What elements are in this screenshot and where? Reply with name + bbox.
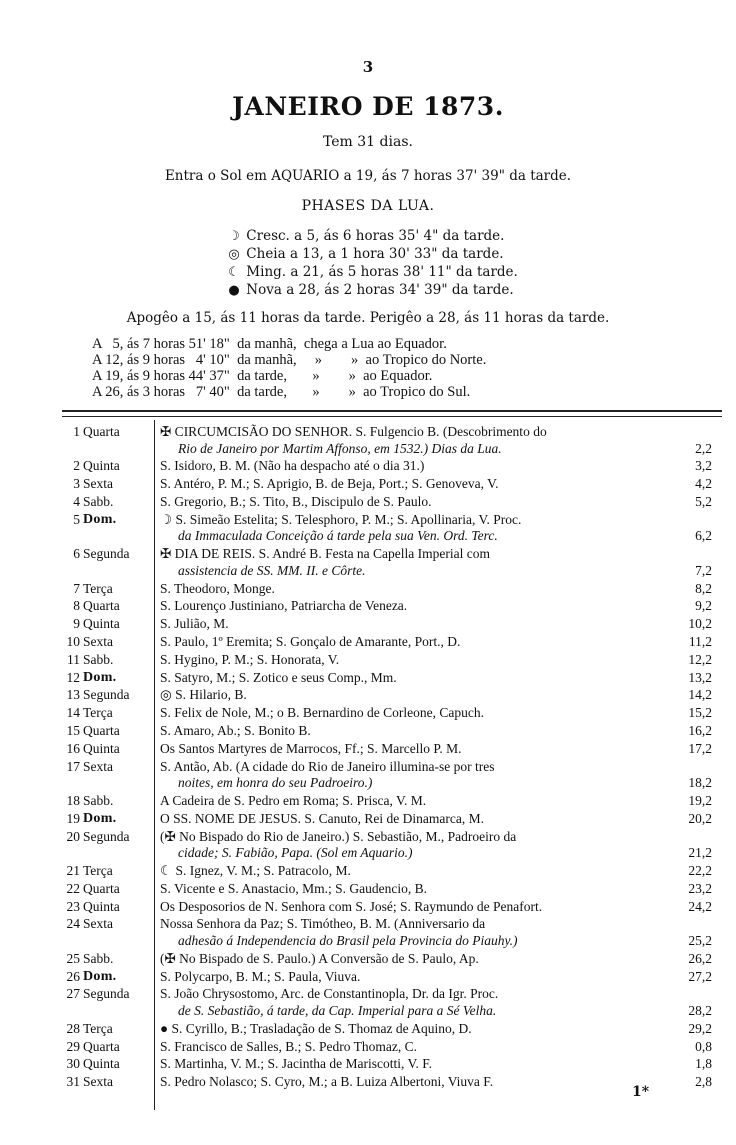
moon-phase-text: Cheia a 13, a 1 hora 30' 33" da tarde.: [246, 246, 504, 262]
weekday: Dom.: [83, 669, 117, 685]
moon-day-value: 27,2: [688, 968, 712, 984]
signature-mark: 1*: [632, 1084, 650, 1100]
saint-text: S. Antão, Ab. (A cidade do Rio de Janeiro illumina-se por tres: [160, 758, 495, 774]
weekday: Quarta: [83, 1038, 120, 1054]
saint-text: S. Francisco de Salles, B.; S. Pedro Thomaz, C.: [160, 1038, 417, 1054]
moon-day-value: 9,2: [695, 598, 712, 614]
moon-phase-text: Ming. a 21, ás 5 horas 38' 11" da tarde.: [246, 264, 518, 280]
day-number: 21: [66, 863, 80, 878]
saint-text-continuation: adhesão á Independencia do Brasil pela Provincia do Piauhy.): [178, 932, 518, 948]
weekday: Quarta: [83, 424, 120, 439]
page-number: 3: [362, 58, 374, 76]
saint-text: A Cadeira de S. Pedro em Roma; S. Prisca, V. M.: [160, 793, 427, 808]
weekday: Segunda: [83, 986, 130, 1002]
day-number: 7: [73, 580, 80, 596]
saint-text: Os Santos Martyres de Marrocos, Ff.; S. Marcello P. M.: [160, 740, 462, 756]
saint-text: S. Theodoro, Monge.: [160, 580, 275, 596]
saint-text: ✠ CIRCUMCISÃO DO SENHOR. S. Fulgencio B. (Descobrimento do: [160, 424, 547, 439]
moon-full-icon: ◎: [228, 247, 240, 262]
moon-day-value: 3,2: [695, 458, 712, 474]
day-number: 2: [73, 458, 80, 474]
equator-line: A 26, ás 3 horas 7' 40" da tarde, » » ao Tropico do Sul.: [92, 384, 471, 400]
weekday: Sexta: [83, 476, 113, 492]
day-number: 16: [66, 740, 80, 756]
weekday: Dom.: [83, 511, 117, 527]
saint-text-continuation: assistencia de SS. MM. II. e Côrte.: [178, 562, 366, 578]
moon-day-value: 7,2: [695, 562, 712, 578]
saint-text: S. Pedro Nolasco; S. Cyro, M.; a B. Luiza Albertoni, Viuva F.: [160, 1074, 494, 1090]
equator-line: A 12, ás 9 horas 4' 10" da manhã, » » ao Tropico do Norte.: [92, 352, 487, 368]
moon-day-value: 21,2: [688, 845, 712, 861]
saint-text: S. Paulo, 1º Eremita; S. Gonçalo de Amarante, Port., D.: [160, 634, 461, 649]
equator-line: A 5, ás 7 horas 51' 18" da manhã, chega a Lua ao Equador.: [92, 336, 447, 352]
moon-phase-line: [226, 246, 504, 262]
saint-text: ☾ S. Ignez, V. M.; S. Patracolo, M.: [160, 863, 351, 878]
saint-text: S. Polycarpo, B. M.; S. Paula, Viuva.: [160, 968, 361, 984]
moon-day-value: 5,2: [695, 494, 712, 509]
moon-day-value: 12,2: [688, 651, 712, 667]
moon-day-value: 29,2: [688, 1020, 712, 1036]
day-number: 29: [66, 1038, 80, 1054]
table-top-rule: [62, 410, 722, 412]
day-number: 13: [66, 687, 80, 703]
moon-day-value: 26,2: [688, 950, 712, 966]
saint-text-continuation: noites, em honra do seu Padroeiro.): [178, 775, 373, 791]
moon-day-value: 15,2: [688, 705, 712, 721]
moon-day-value: 25,2: [688, 932, 712, 948]
day-number: 15: [66, 723, 80, 738]
moon-phase-line: [226, 282, 514, 298]
day-number: 12: [66, 669, 80, 685]
moon-phase-text: Cresc. a 5, ás 6 horas 35' 4" da tarde.: [246, 228, 505, 244]
saint-text: Os Desposorios de N. Senhora com S. José; S. Raymundo de Penafort.: [160, 898, 543, 914]
day-number: 27: [66, 986, 80, 1002]
day-number: 9: [73, 616, 80, 632]
weekday: Sabb.: [83, 950, 114, 966]
moon-day-value: 14,2: [688, 687, 712, 703]
saint-text: (✠ No Bispado do Rio de Janeiro.) S. Sebastião, M., Padroeiro da: [160, 828, 517, 844]
weekday: Sabb.: [83, 651, 114, 667]
day-number: 4: [73, 494, 80, 509]
weekday: Quinta: [83, 740, 120, 756]
day-number: 30: [66, 1056, 80, 1072]
saint-text: S. João Chrysostomo, Arc. de Constantinopla, Dr. da Igr. Proc.: [160, 986, 499, 1002]
day-number: 18: [66, 793, 80, 808]
weekday: Dom.: [83, 968, 117, 984]
saint-text: S. Amaro, Ab.; S. Bonito B.: [160, 723, 311, 738]
weekday: Dom.: [83, 810, 117, 826]
table-top-rule-thin: [62, 416, 722, 417]
day-number: 8: [73, 598, 80, 614]
weekday: Segunda: [83, 546, 130, 562]
day-number: 1: [73, 424, 80, 439]
saint-text: S. Isidoro, B. M. (Não ha despacho até o dia 31.): [160, 458, 425, 474]
moon-day-value: 1,8: [695, 1056, 712, 1072]
day-number: 3: [73, 476, 80, 492]
moon-day-value: 10,2: [688, 616, 712, 632]
day-number: 23: [66, 898, 80, 914]
saint-text: S. Martinha, V. M.; S. Jacintha de Mariscotti, V. F.: [160, 1056, 433, 1072]
weekday: Quarta: [83, 723, 120, 738]
moon-phase-line: [226, 228, 504, 244]
days-count: Tem 31 dias.: [323, 134, 413, 150]
day-number: 22: [66, 880, 80, 896]
day-number: 17: [66, 758, 80, 774]
day-number: 20: [66, 828, 80, 844]
day-number: 10: [66, 634, 80, 649]
day-number: 28: [66, 1020, 80, 1036]
weekday: Terça: [83, 863, 113, 878]
day-number: 25: [66, 950, 80, 966]
moon-day-value: 8,2: [695, 580, 712, 596]
saint-text-continuation: cidade; S. Fabião, Papa. (Sol em Aquario.): [178, 845, 413, 861]
weekday: Sabb.: [83, 494, 114, 509]
moon-day-value: 23,2: [688, 880, 712, 896]
weekday: Terça: [83, 1020, 113, 1036]
saint-text-continuation: Rio de Janeiro por Martim Affonso, em 1532.) Dias da Lua.: [178, 440, 502, 456]
weekday: Segunda: [83, 687, 130, 703]
day-number: 19: [66, 810, 80, 826]
saint-text-continuation: da Immaculada Conceição á tarde pela sua Ven. Ord. Terc.: [178, 528, 498, 544]
day-number: 14: [66, 705, 80, 721]
saint-text: ☽ S. Simeão Estelita; S. Telesphoro, P. M.; S. Apollinaria, V. Proc.: [160, 511, 522, 527]
saint-text: S. Julião, M.: [160, 616, 229, 632]
moon-day-value: 0,8: [695, 1038, 712, 1054]
saint-text: Nossa Senhora da Paz; S. Timótheo, B. M. (Anniversario da: [160, 916, 486, 932]
saint-text: S. Felix de Nole, M.; o B. Bernardino de Corleone, Capuch.: [160, 705, 484, 721]
saint-text: O SS. NOME DE JESUS. S. Canuto, Rei de Dinamarca, M.: [160, 810, 484, 826]
weekday: Quarta: [83, 598, 120, 614]
saint-text-continuation: de S. Sebastião, á tarde, da Cap. Imperial para a Sé Velha.: [178, 1002, 497, 1018]
moon-day-value: 2,2: [695, 440, 712, 456]
saint-text: ✠ DIA DE REIS. S. André B. Festa na Capella Imperial com: [160, 546, 491, 562]
weekday: Quinta: [83, 458, 120, 474]
weekday: Sexta: [83, 634, 113, 649]
moon-waning-icon: ☾: [228, 265, 240, 280]
weekday: Quinta: [83, 616, 120, 632]
weekday: Quinta: [83, 898, 120, 914]
saint-text: S. Vicente e S. Anastacio, Mm.; S. Gaudencio, B.: [160, 880, 428, 896]
saint-text: ● S. Cyrillo, B.; Trasladação de S. Thomaz de Aquino, D.: [160, 1020, 472, 1036]
moon-day-value: 24,2: [688, 898, 712, 914]
day-number: 24: [66, 916, 80, 932]
moon-day-value: 17,2: [688, 740, 712, 756]
saint-text: S. Gregorio, B.; S. Tito, B., Discipulo de S. Paulo.: [160, 494, 432, 509]
moon-day-value: 13,2: [688, 669, 712, 685]
day-number: 26: [66, 968, 80, 984]
page-title: JANEIRO DE 1873.: [232, 92, 504, 121]
weekday: Sabb.: [83, 793, 114, 808]
day-number: 11: [67, 651, 80, 667]
moon-day-value: 19,2: [688, 793, 712, 808]
moon-phase-text: Nova a 28, ás 2 horas 34' 39" da tarde.: [246, 282, 514, 298]
saint-text: ◎ S. Hilario, B.: [160, 687, 247, 703]
moon-day-value: 18,2: [688, 775, 712, 791]
day-number: 31: [66, 1074, 80, 1090]
weekday: Terça: [83, 580, 113, 596]
equator-line: A 19, ás 9 horas 44' 37" da tarde, » » ao Equador.: [92, 368, 433, 384]
day-number: 6: [73, 546, 80, 562]
weekday-column-divider: [154, 420, 155, 1110]
weekday: Sexta: [83, 916, 113, 932]
sun-entry-note: Entra o Sol em AQUARIO a 19, ás 7 horas 37' 39" da tarde.: [164, 168, 572, 184]
moon-day-value: 2,8: [695, 1074, 712, 1090]
saint-text: S. Lourenço Justiniano, Patriarcha de Veneza.: [160, 598, 408, 614]
weekday: Terça: [83, 705, 113, 721]
moon-day-value: 6,2: [695, 528, 712, 544]
apogee-perigee-note: Apogêo a 15, ás 11 horas da tarde. Perigêo a 28, ás 11 horas da tarde.: [126, 310, 610, 326]
moon-new-icon: ●: [228, 283, 240, 298]
moon-day-value: 22,2: [688, 863, 712, 878]
saint-text: S. Antéro, P. M.; S. Aprigio, B. de Beja, Port.; S. Genoveva, V.: [160, 476, 499, 492]
moon-phase-line: [226, 264, 518, 280]
saint-text: (✠ No Bispado de S. Paulo.) A Conversão de S. Paulo, Ap.: [160, 950, 479, 966]
moon-day-value: 28,2: [688, 1002, 712, 1018]
weekday: Segunda: [83, 828, 130, 844]
moon-day-value: 16,2: [688, 723, 712, 738]
saint-text: S. Hygino, P. M.; S. Honorata, V.: [160, 651, 340, 667]
weekday: Quarta: [83, 880, 120, 896]
moon-phases-heading: PHASES DA LUA.: [301, 198, 435, 214]
moon-crescent-icon: ☽: [228, 229, 240, 244]
moon-day-value: 20,2: [688, 810, 712, 826]
day-number: 5: [73, 511, 80, 527]
weekday: Sexta: [83, 758, 113, 774]
weekday: Sexta: [83, 1074, 113, 1090]
moon-day-value: 4,2: [695, 476, 712, 492]
moon-day-value: 11,2: [688, 634, 712, 649]
weekday: Quinta: [83, 1056, 120, 1072]
saint-text: S. Satyro, M.; S. Zotico e seus Comp., Mm.: [160, 669, 397, 685]
